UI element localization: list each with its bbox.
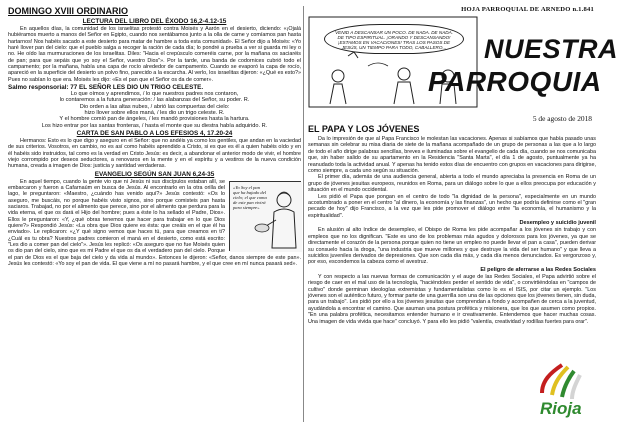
- psalm-title: Salmo responsorial: 77 EL SEÑOR LES DIO UN TRIGO CELESTE.: [8, 84, 204, 92]
- psalm-line: Lo que oímos y aprendimos, / lo que nuestros padres nos contaron,: [70, 91, 239, 98]
- article-paragraph: El primer día, además de una audiencia general, abierta a todo el mundo apreciaba la presencia en Roma de un grupo de jóvenes jesuitas europeos, reunidos en Roma, para un diálogo sobre lo que a ellos preocupa por educación y situación en el mundo occidental.: [308, 174, 596, 194]
- comic-speech-bubble: VENID A DESCANSAR UN POCO. DE NADA. DE NADA. DE TIPO ESPIRITUAL. ¡ORANDO Y DESCANSANDO! ¡ESTAMOS EN VACACIONES! TRAS LOS PASOS DE JESÚS, UN TIEMPO PARA TODO, CABALLERO...: [324, 24, 464, 54]
- sunday-title: DOMINGO XVIII ORDINARIO: [8, 6, 129, 16]
- article-paragraph: Les pidió el Papa que pongan en el centro de todo "la dignidad de la persona", especialmente en un mundo acostumbrado a poner en el centro "al dinero, la economía y las finanzas", un hecho que podría definirse como el "gran pecado de hoy" dijo Francisco, a la vez que les pide promover el diálogo entre "la economía, el humanismo y la espiritualidad".: [308, 193, 596, 219]
- article-paragraph: Da lo impresión de que al Papa Francisco le molestan las vacaciones. Apenas si sabíamos que había pasado unas semanas sin celebrar su misa diaria de siete de la mañana acompañado de un grupo de personas a las que a lo largo de todo el año dirige palabras sencillas, breves e iluminadas sobre el evangelio de cada día, cuando se nos comunicaba que, sin haber salido de su apartamento en la Residencia "Santa Marta", el día 1 de agosto, puntualmente ya ha reanudado toda la actividad anual. Y apenas ha tenido estos días de encuentro con grupos en vacaciones para dirigirse, como siempre, a cada uno según su situación.: [308, 136, 596, 175]
- psalm-lines: [8, 91, 301, 129]
- first-reading-title: LECTURA DEL LIBRO DEL ÉXODO 16,2-4.12-15: [82, 18, 227, 25]
- article-paragraph: En alusión al alto índice de desempleo, el Obispo de Roma les pide acompañar a los jóvenes sin trabajo y con empleos que no los dignifican. "Este es uno de los problemas más agudos y dolorosos para los jóvenes, ya que se directamente el corazón de la persona porque quien no tiene un empleo no puede llevar el pan a casa", pueden derivar su consuelo hacia la droga, "una industria que mueve millones y que destruye la vida del ser humano" y que lleva a suicidios juveniles derivados de depresiones. Que son cada día más, y cada día menos denunciados. Es vergonzoso y, por eso, escondemos la cabeza como el avestruz.: [308, 227, 596, 266]
- psalm-line: Dio orden a las altas nubes, / abrió las compuertas del cielo:: [79, 103, 230, 110]
- psalm-line: lo contaremos a la futura generación: / las alabanzas del Señor, su poder. R.: [59, 97, 250, 104]
- masthead: [308, 16, 618, 112]
- issue-date: 5 de agosto de 2018: [532, 114, 592, 123]
- jesus-bread-illustration: [229, 181, 301, 251]
- readings-column: [8, 6, 301, 422]
- bulletin-column: [308, 4, 618, 423]
- psalm-line: Y el hombre comió pan de ángeles, / les mandó provisiones hasta la hartura.: [59, 116, 250, 123]
- article-subhead: Desempleo y suicidio juvenil: [519, 220, 596, 227]
- column-divider: [303, 6, 304, 422]
- illustration-caption: «Yo Soy el pan que ha bajado del cielo; el que coma de este pan vivirá para siempre»: [233, 184, 267, 211]
- rioja-logo-text: Rioja: [540, 399, 582, 418]
- article-title: EL PAPA Y LOS JÓVENES: [308, 124, 420, 134]
- article-subhead: El peligro de aferrarse a las Redes Sociales: [480, 266, 596, 273]
- first-reading-text: En aquellos días, la comunidad de los israelitas protestó contra Moisés y Aarón en el desierto, diciendo: «¡Ojalá hubiéramos muerto a manos del Señor en Egipto, cuando nos sentábamos junto a la olla de carne y comíamos pan hasta hartarnos! Nos habéis sacado a este desierto para matar de hambre a toda esta comunidad». El Señor dijo a Moisés: «Yo haré llover pan del cielo: que el pueblo salga a recoger la ración de cada día; lo pondré a prueba a ver si guarda mi ley o no. He oído las murmuraciones de los israelitas. Diles: "Hacia el crepúsculo comeréis carne, por la mañana os saciaréis de pan; para que sepáis que yo soy el Señor, vuestro Dios"». Por la tarde, una banda de codornices cubrió todo el campamento; por la mañana, había una capa de rocío alrededor de campamento. Cuando se evaporó la capa de rocío, apareció en la superficie del desierto un polvo fino, parecido a la escarcha. Al verlo, los israelitas dijeron: «¿Qué es esto?» Pues no sabían lo que era. Moisés les dijo: «Es el pan que el Señor os da de comer».: [8, 26, 301, 83]
- masthead-title-line1: NUESTRA: [484, 34, 618, 64]
- psalm-line: hizo llover sobre ellos maná, / les dio un trigo celeste. R.: [84, 109, 225, 116]
- second-reading-text: Hermanos: Esto es lo que digo y aseguro en el Señor: que no andéis ya como los gentiles, que andan en la vaciedad de sus criterios. Vosotros, en cambio, no es así como habéis aprendido a Cristo, si es que es él a quien habéis oído y en él habéis sido instruidos, tal como es la verdad en Cristo Jesús: es decir, a abandonar el anterior modo de vivir, el hombre viejo corrompido por deseos seductores, a renovaros en la mente y en el espíritu y a vestiros de la nueva condición humana, creada a imagen de Dios: justicia y santidad verdaderas.: [8, 137, 301, 170]
- second-reading-title: CARTA DE SAN PABLO A LOS EFESIOS 4, 17.20-24: [76, 129, 233, 137]
- rioja-logo: [532, 361, 592, 421]
- masthead-title-line2: PARROQUIA: [428, 66, 602, 97]
- gospel-title: EVANGELIO SEGÚN SAN JUAN 6,24-35: [94, 170, 215, 178]
- psalm-line: Los hizo entrar por las santas fronteras, / hasta el monte que su diestra había adquirido. R.: [41, 122, 268, 129]
- issue-line: HOJA PARROQUIAL DE ARNEDO n.1.841: [461, 6, 594, 13]
- gospel-section: [8, 179, 301, 268]
- article-paragraph: Y con respecto a las nuevas formas de comunicación y el auge de las Redes Sociales, el Papa advirtió sobre el riesgo de caer en el mal uso de la tecnología, "haciéndoles perder el sentido de vida", o convirtiéndolas en "campos de cultivo" donde germinan ideologías extremistas y fundamentalistas como lo es el ISIS, por citar un ejemplo. "Los jóvenes son el auténtico futuro, y formar parte de una guerrilla son una de las opciones que los jóvenes tienen, sin duda, para un trabajo". Les pidió por ello a los jóvenes jesuitas que comprendan a fondo y acompañen de cerca a la juventud, ayudándola a encontrar el camino. Que asuman una postura profética y misionera, que los que asumen como propios. "En una palabra profética, necesitamos entender humano e ir creativamente. Entendemos que hacer muchas cosas. Una imagen de vida vivida que hace" concluyó. Y para ello les pidió "valentía, creatividad y rodillas fuertes para orar".: [308, 273, 596, 325]
- gospel-text: En aquel tiempo, cuando la gente vio que ni Jesús ni sus discípulos estaban allí, se embarcaron y fueron a Cafarnaúm en busca de Jesús. Al encontrarlo en la otra orilla del lago, le preguntaron: «Maestro, ¿cuándo has venido aquí?» Jesús contestó: «Os lo aseguro, me buscáis, no porque habéis visto signos, sino porque comisteis pan hasta saciaros. Trabajad, no por el alimento que perece, sino por el alimento que perdura para la vida eterna, el que os dará el Hijo del hombre; pues a éste lo ha sellado el Padre, Dios». Ellos le preguntaron: «Y, ¿qué obras tenemos que hacer para trabajar en lo que Dios quiere?» Respondió Jesús: «La obra que Dios quiere es ésta: que creáis en el que él ha enviado». Le replicaron: «¿Y qué signo vemos que haces tú, para que creamos en ti? ¿Cuál es tu obra? Nuestros padres comieron el maná en el desierto, como está escrito: "Les dio a comer pan del cielo"». Jesús les replicó: «Os aseguro que no fue Moisés quien os dio pan del cielo, sino que es mi Padre el que os da el verdadero pan del cielo. Porque el pan de Dios es el que baja del cielo y da vida al mundo». Entonces le dijeron: «Señor, danos siempre de este pan». Jesús les contestó: «Yo soy el pan de vida. El que viene a mí no pasará hambre, y el que cree en mí nunca pasará sed».: [8, 178, 301, 268]
